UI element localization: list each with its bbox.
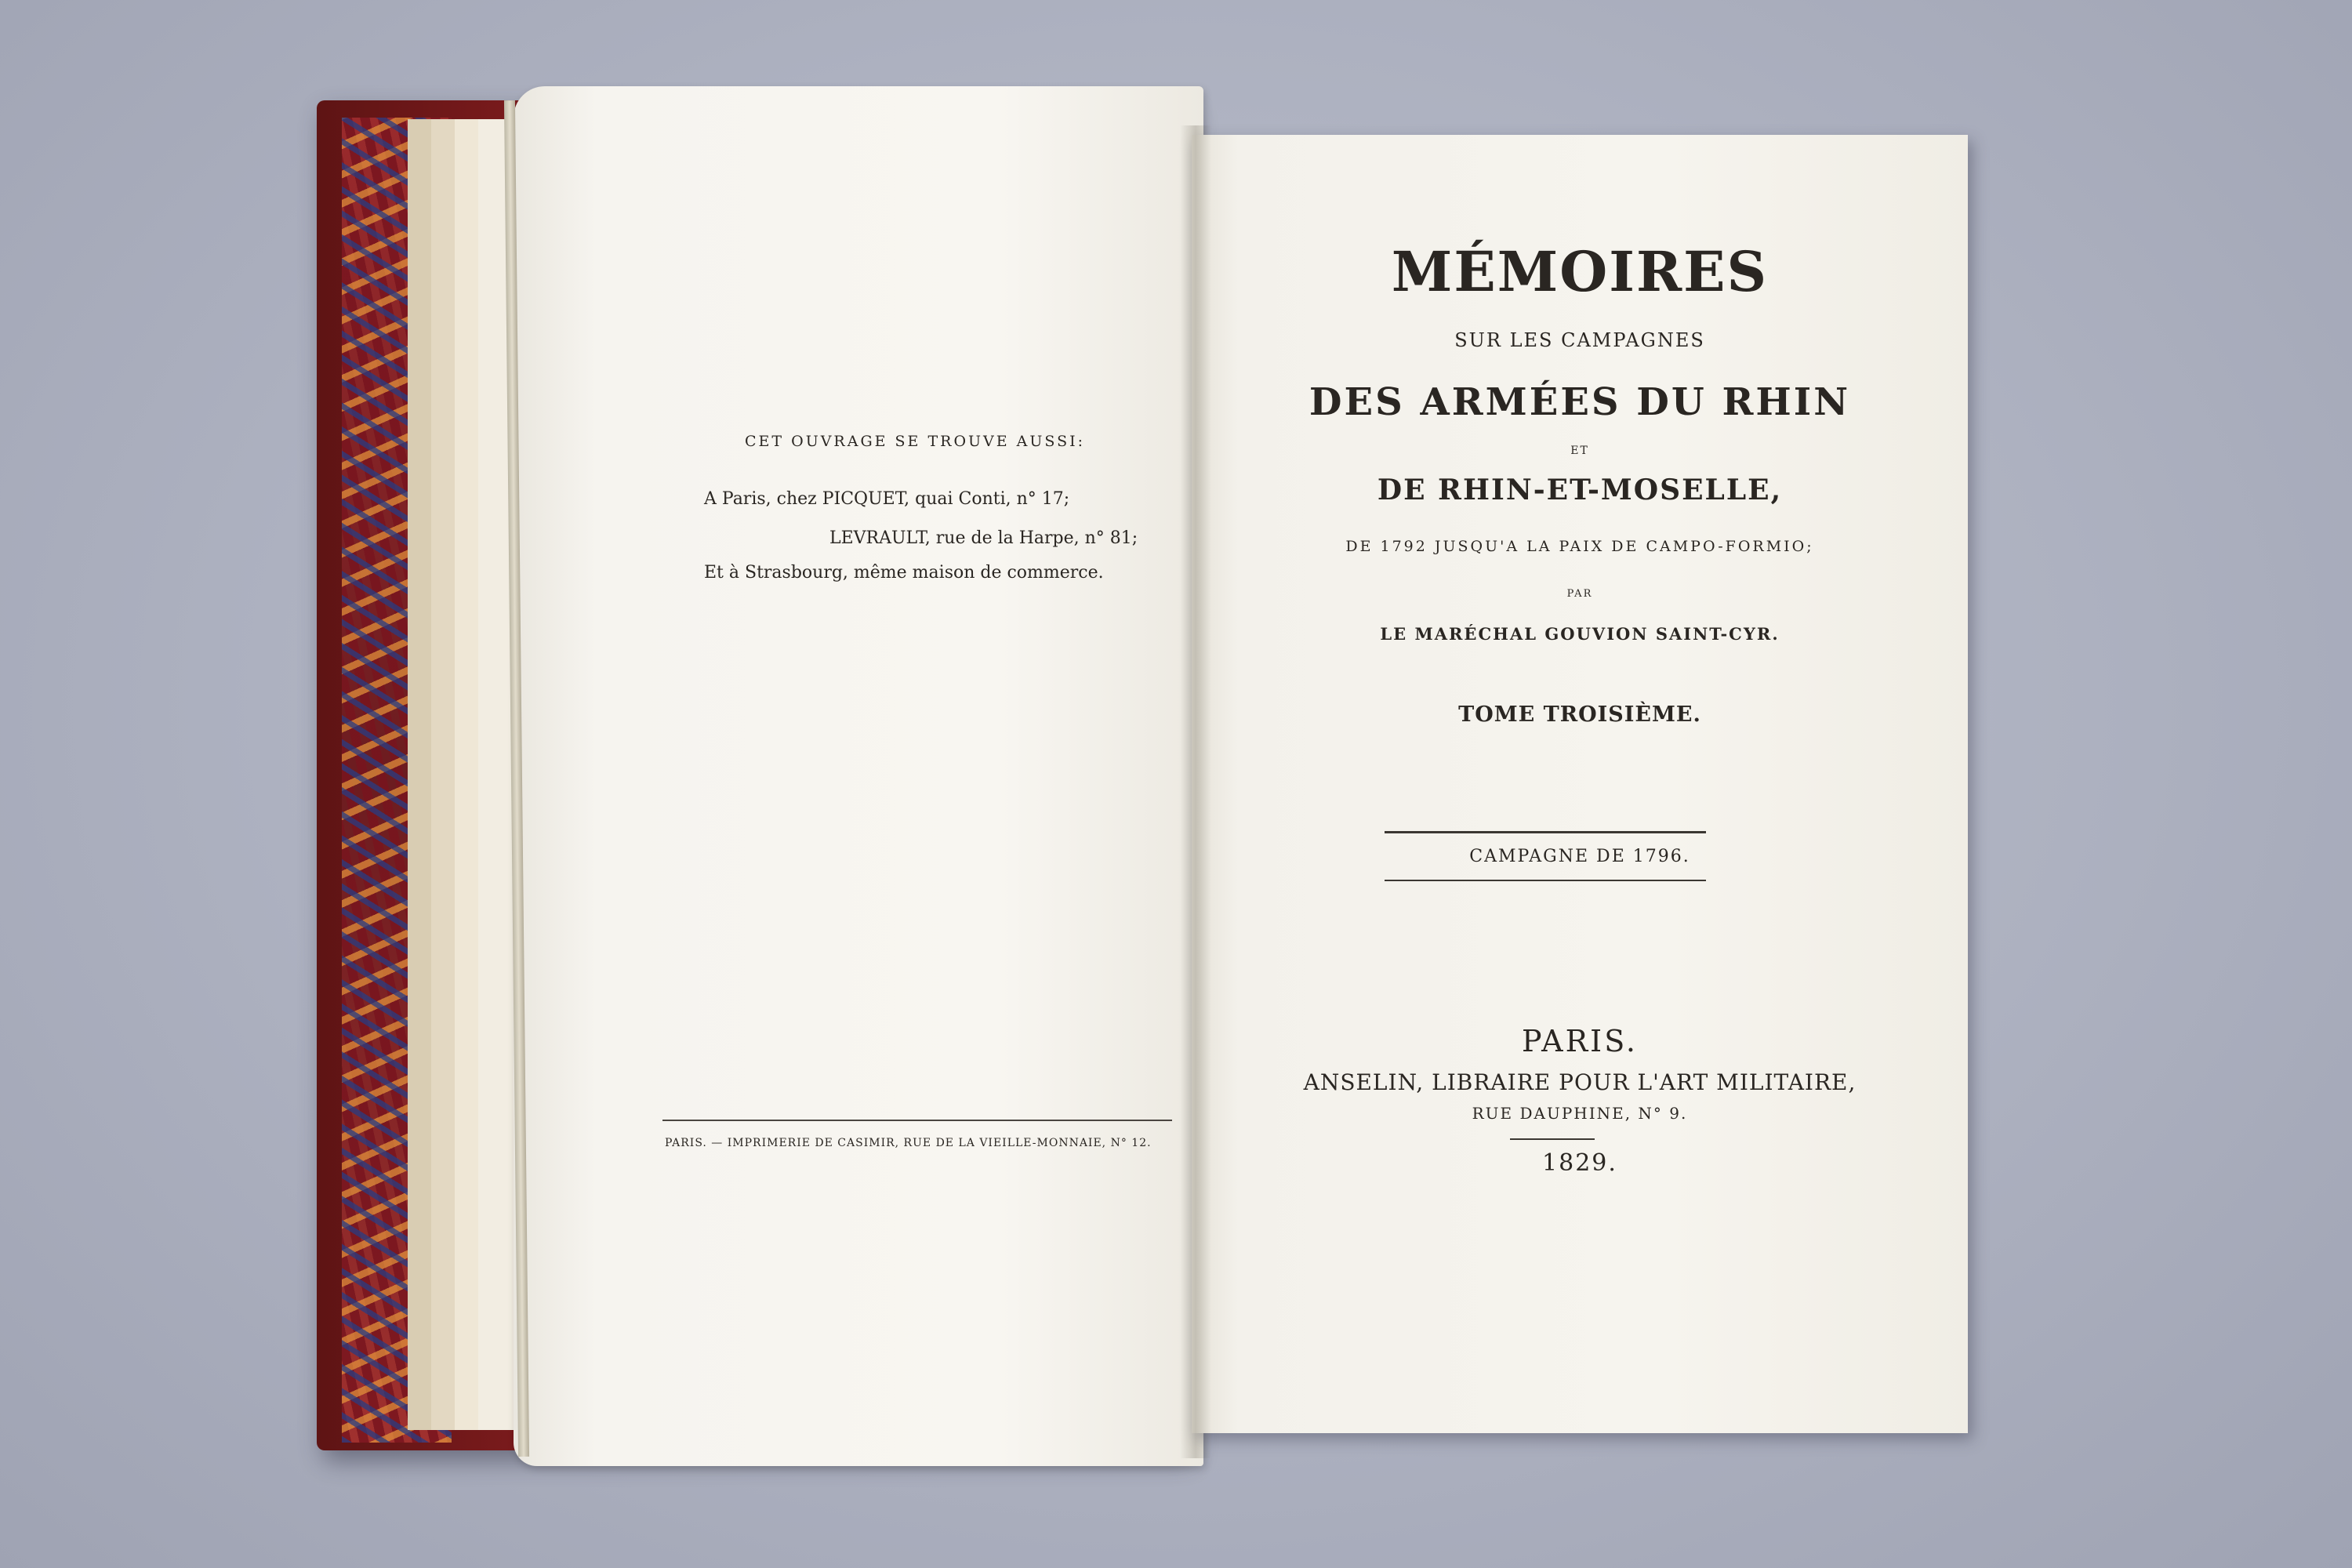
publisher: ANSELIN, LIBRAIRE POUR L'ART MILITAIRE, [1303,1069,1857,1095]
conjunction: ET [1570,445,1589,457]
imprint-line: Et à Strasbourg, même maison de commerce. [704,563,1104,583]
divider-rule [1510,1138,1595,1140]
book-gutter [1180,125,1211,1458]
divider-rule [662,1120,1172,1121]
publisher-address: RUE DAUPHINE, N° 9. [1472,1104,1688,1123]
by-label: PAR [1566,588,1593,600]
imprint-line: LEVRAULT, rue de la Harpe, n° 81; [829,528,1138,548]
imprint-line: A Paris, chez PICQUET, quai Conti, n° 17; [704,489,1070,509]
book-main-line: DES ARMÉES DU RHIN [1308,380,1851,424]
campaign-label: CAMPAGNE DE 1796. [1469,847,1690,866]
publication-year: 1829. [1542,1149,1617,1177]
book-title: MÉMOIRES [1391,239,1769,304]
printer-line: PARIS. — IMPRIMERIE DE CASIMIR, RUE DE LA VIEILLE-MONNAIE, N° 12. [665,1137,1152,1149]
book-main-line: DE RHIN-ET-MOSELLE, [1377,474,1783,506]
date-range: DE 1792 JUSQU'A LA PAIX DE CAMPO-FORMIO; [1345,538,1814,555]
publication-city: PARIS. [1522,1024,1638,1058]
book-subtitle: SUR LES CAMPAGNES [1454,329,1705,351]
left-page [514,86,1203,1466]
volume-label: TOME TROISIÈME. [1458,702,1701,727]
author: LE MARÉCHAL GOUVION SAINT-CYR. [1380,624,1780,644]
imprint-heading: CET OUVRAGE SE TROUVE AUSSI: [745,433,1086,450]
divider-rule [1385,880,1706,881]
divider-rule [1385,831,1706,833]
